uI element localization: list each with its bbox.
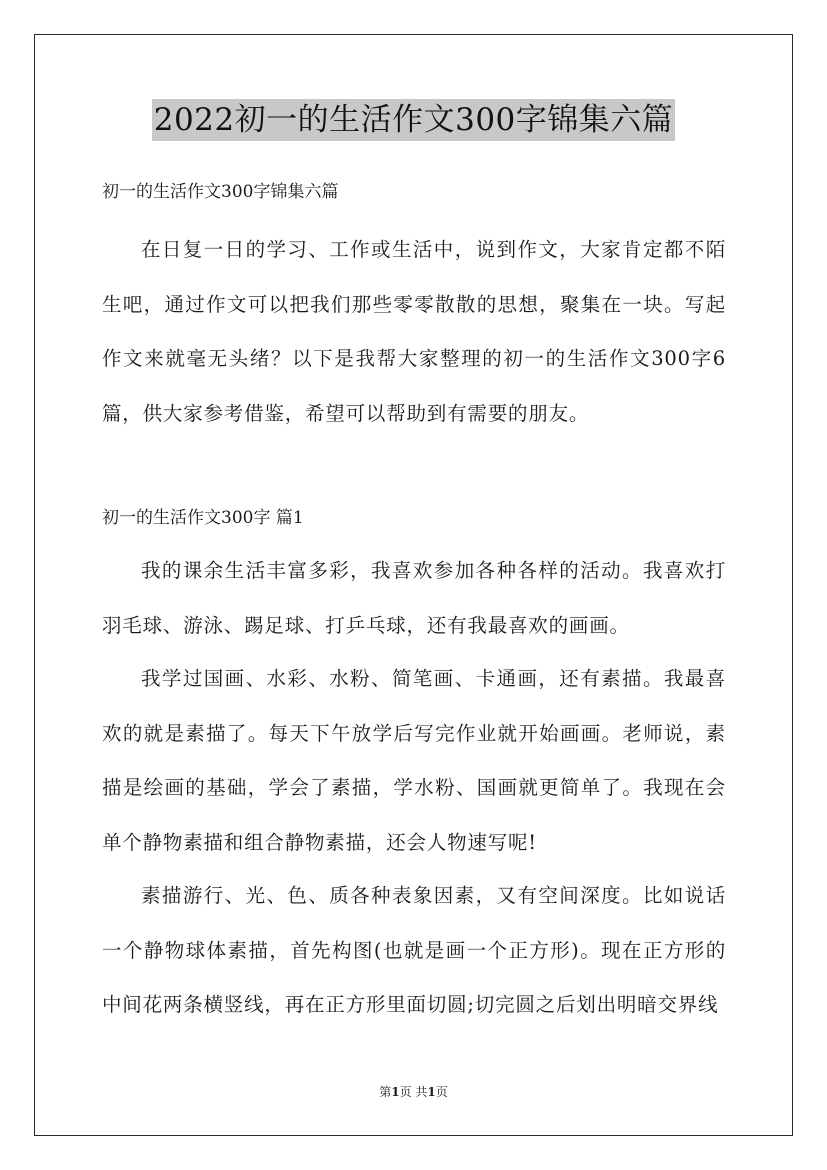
body-paragraph-3: 素描游行、光、色、质各种表象因素，又有空间深度。比如说话一个静物球体素描，首先构图(也就是画一个正方形)。现在正方形的中间花两条横竖线，再在正方形里面切圆;切完圆之后划出明暗交界线 [102, 884, 726, 1016]
title-container [0, 99, 827, 141]
footer-page-current: 1 [391, 1085, 400, 1099]
footer-page-suffix: 页 [435, 1085, 448, 1099]
footer-page-mid: 页 共 [399, 1085, 428, 1099]
intro-paragraph: 在日复一日的学习、工作或生活中，说到作文，大家肯定都不陌生吧，通过作文可以把我们那些零零散散的思想，聚集在一块。写起作文来就毫无头绪？以下是我帮大家整理的初一的生活作文300字6篇，供大家参考借鉴，希望可以帮助到有需要的朋友。 [102, 238, 726, 425]
section-heading: 初一的生活作文300字 篇1 [102, 508, 304, 528]
document-title: 2022初一的生活作文300字锦集六篇 [152, 99, 676, 141]
page-footer [0, 1084, 827, 1100]
footer-page-total: 1 [427, 1085, 436, 1099]
body-paragraph-1: 我的课余生活丰富多彩，我喜欢参加各种各样的活动。我喜欢打羽毛球、游泳、踢足球、打乒乓球，还有我最喜欢的画画。 [102, 559, 726, 637]
footer-page-prefix: 第 [379, 1085, 392, 1099]
body-paragraph-2: 我学过国画、水彩、水粉、简笔画、卡通画，还有素描。我最喜欢的就是素描了。每天下午放学后写完作业就开始画画。老师说，素描是绘画的基础，学会了素描，学水粉、国画就更简单了。我现在会单个静物素描和组合静物素描，还会人物速写呢! [102, 667, 726, 854]
document-subtitle: 初一的生活作文300字锦集六篇 [102, 182, 339, 202]
